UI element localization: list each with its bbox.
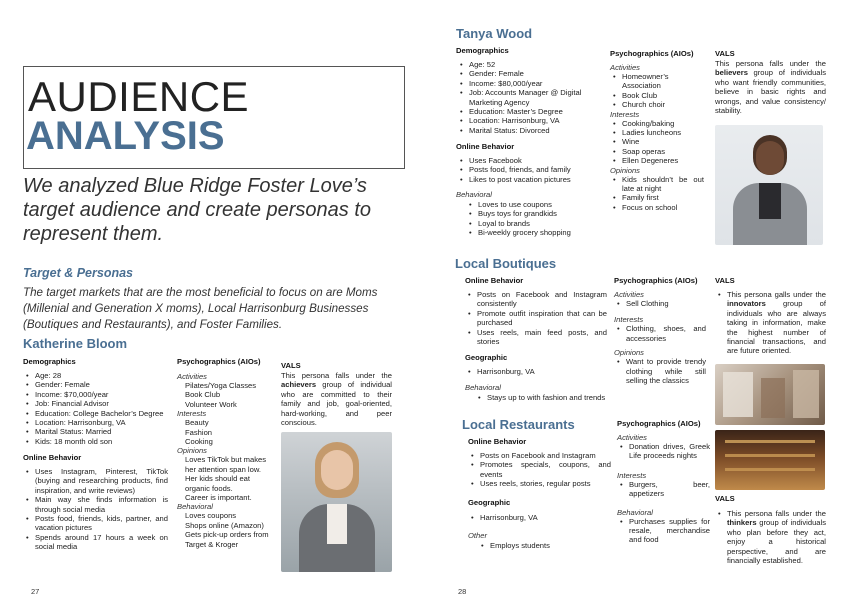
opinions-label: Opinions [610, 165, 640, 175]
tanya-demographics-heading: Demographics [456, 46, 509, 55]
boutiques-psy-column [614, 290, 706, 385]
title-analysis: ANALYSIS [26, 114, 225, 158]
list-item: • Kids: 18 month old son [23, 437, 173, 446]
tanya-online-list [457, 156, 602, 184]
interests-label: Interests [177, 409, 207, 419]
list-item: • Focus on school [610, 203, 704, 212]
target-text: The target markets that are the most beneficial to focus on are Moms (Millenial and Generation X moms), Local Harrisonburg Businesses (Boutiques and Restaurants), and Foster Families. [23, 286, 378, 331]
tanya-vals-text: This persona falls under the believers group of individuals who want friendly communities, believe in basic rights and wrongs, and value consistency/ stability. [715, 59, 826, 116]
list-item: • Uses reels, stories, regular posts [468, 479, 611, 488]
restaurant-photo [715, 430, 825, 490]
boutique-photo [715, 364, 825, 425]
katherine-photo [281, 432, 392, 572]
list-item: • Promote outfit inspiration that can be purchased [465, 309, 607, 328]
list-item: • Loyal to brands [466, 219, 606, 228]
restaurants-other-list [478, 541, 618, 550]
section-local-restaurants: Local Restaurants [462, 417, 575, 432]
page-number-left: 27 [31, 587, 40, 596]
list-item: • Church choir [610, 100, 704, 109]
list-item: • Buys toys for grandkids [466, 209, 606, 218]
list-item: • Book Club [610, 91, 704, 100]
list-item: • Sell Clothing [614, 299, 706, 308]
list-item: • Posts food, friends, kids, partner, and vacation pictures [23, 514, 168, 533]
list-item: • Gender: Female [457, 69, 602, 78]
list-item: • Donation drives, Greek Life proceeds nights [617, 442, 710, 461]
restaurants-online-list [468, 451, 611, 489]
list-item: • Clothing, shoes, and accessories [614, 324, 706, 343]
persona-name-katherine: Katherine Bloom [23, 336, 128, 351]
tanya-psy-heading: Psychographics (AIOs) [610, 49, 694, 58]
list-item: Fashion [185, 427, 213, 437]
list-item: • Uses reels, main feed posts, and stories [465, 328, 607, 347]
activities-label: Activities [177, 372, 207, 381]
list-item: • This persona galls under the innovators group of individuals who are always taking in information, make the highest number of financial transactions, and are future oriented. [715, 290, 826, 356]
list-item: Career is important. [185, 493, 252, 503]
boutiques-online-list [465, 290, 607, 346]
section-local-boutiques: Local Boutiques [455, 256, 557, 271]
list-item: • Posts on Facebook and Instagram consistently [465, 290, 607, 309]
boutiques-geo-heading: Geographic [465, 353, 508, 362]
opinions-label: Opinions [177, 446, 207, 456]
intro-text: We analyzed Blue Ridge Foster Love’s target audience and create personas to represent them. [23, 175, 372, 245]
behavioral-label: Behavioral [617, 507, 653, 517]
tanya-vals-heading: VALS [715, 49, 735, 58]
katherine-online-list [23, 467, 168, 552]
target-heading: Target & Personas [23, 266, 133, 280]
list-item: • Ellen Degeneres [610, 156, 704, 165]
list-item: • Education: College Bachelor’s Degree [23, 409, 173, 418]
list-item: • Job: Financial Advisor [23, 399, 173, 408]
list-item: • Harrisonburg, VA [465, 367, 605, 376]
list-item: • Loves to use coupons [466, 200, 606, 209]
list-item: • Want to provide trendy clothing while still selling the classics [614, 357, 706, 385]
list-item: Book Club [185, 390, 221, 400]
restaurants-other-label: Other [468, 531, 487, 540]
boutiques-vals-heading: VALS [715, 276, 735, 285]
persona-name-tanya: Tanya Wood [456, 26, 533, 41]
restaurants-geo-heading: Geographic [468, 498, 511, 507]
restaurants-psy-column [617, 433, 710, 545]
boutiques-geo-list [465, 367, 605, 376]
list-item: • Purchases supplies for resale, merchandise and food [617, 517, 710, 545]
tanya-psy-column [610, 63, 704, 212]
page-number-right: 28 [458, 587, 467, 596]
list-item: • Location: Harrisonburg, VA [457, 116, 602, 125]
restaurants-online-heading: Online Behavior [468, 437, 527, 446]
interests-label: Interests [617, 470, 647, 480]
restaurants-psy-heading: Psychographics (AIOs) [617, 419, 701, 428]
list-item: Gets pick-up orders from Target & Kroger [185, 530, 269, 549]
boutiques-online-heading: Online Behavior [465, 276, 524, 285]
list-item: • Marital Status: Married [23, 427, 173, 436]
list-item: Beauty [185, 418, 209, 428]
list-item: • Income: $80,000/year [457, 79, 602, 88]
list-item: • Family first [610, 193, 704, 202]
list-item: • Harrisonburg, VA [468, 513, 608, 522]
list-item: • Wine [610, 137, 704, 146]
list-item: • Location: Harrisonburg, VA [23, 418, 173, 427]
tanya-demographics-list [457, 60, 602, 135]
title-audience: AUDIENCE [28, 73, 250, 120]
restaurants-vals-heading: VALS [715, 494, 735, 503]
list-item: • Burgers, beer, appetizers [617, 480, 710, 499]
list-item: • Gender: Female [23, 380, 173, 389]
katherine-psy-column [177, 372, 272, 549]
list-item: • Age: 28 [23, 371, 173, 380]
behavioral-label: Behavioral [177, 502, 213, 512]
katherine-vals-text: This persona falls under the achievers group of individual who are committed to their family and job, goal-oriented, hard-working, and peer conscious. [281, 371, 392, 428]
restaurants-vals-list [715, 509, 826, 565]
list-item: Cooking [185, 437, 213, 447]
interests-label: Interests [610, 109, 640, 119]
list-item: • Promotes specials, coupons, and events [468, 460, 611, 479]
activities-label: Activities [614, 290, 644, 299]
list-item: • Cooking/baking [610, 119, 704, 128]
list-item: • Education: Master’s Degree [457, 107, 602, 116]
list-item: • Posts on Facebook and Instagram [468, 451, 611, 460]
list-item: • Kids shouldn’t be out late at night [610, 175, 704, 194]
list-item: • Posts food, friends, and family [457, 165, 602, 174]
katherine-psy-heading: Psychographics (AIOs) [177, 357, 261, 366]
list-item: Her kids should eat organic foods. [185, 474, 251, 493]
list-item: Pilates/Yoga Classes [185, 381, 257, 390]
list-item: • Uses Instagram, Pinterest, TikTok (buying and researching products, find inspiration, and write reviews) [23, 467, 168, 495]
boutiques-vals-list [715, 290, 826, 356]
list-item: • Ladies luncheons [610, 128, 704, 137]
boutiques-behavioral-list [475, 393, 615, 402]
katherine-demographics-heading: Demographics [23, 357, 76, 366]
list-item: • This persona falls under the thinkers group of individuals who plan before they act, enjoy a historical perspective, and are financially established. [715, 509, 826, 565]
list-item: • Employs students [478, 541, 618, 550]
tanya-online-heading: Online Behavior [456, 142, 515, 151]
restaurants-geo-list [468, 513, 608, 522]
interests-label: Interests [614, 315, 644, 325]
opinions-label: Opinions [614, 348, 644, 358]
list-item: Volunteer Work [185, 399, 237, 409]
katherine-vals-heading: VALS [281, 361, 301, 370]
tanya-behavioral-label: Behavioral [456, 190, 492, 199]
list-item: • Age: 52 [457, 60, 602, 69]
katherine-online-heading: Online Behavior [23, 453, 82, 462]
list-item: Shops online (Amazon) [185, 520, 264, 530]
boutiques-psy-heading: Psychographics (AIOs) [614, 276, 698, 285]
list-item: • Bi-weekly grocery shopping [466, 228, 606, 237]
boutiques-behavioral-label: Behavioral [465, 383, 501, 392]
list-item: • Marital Status: Divorced [457, 126, 602, 135]
list-item: • Soap operas [610, 147, 704, 156]
list-item: • Job: Accounts Manager @ Digital Marketing Agency [457, 88, 602, 107]
list-item: • Likes to post vacation pictures [457, 175, 602, 184]
tanya-photo [715, 125, 823, 245]
list-item: • Spends around 17 hours a week on social media [23, 533, 168, 552]
list-item: • Main way she finds information is through social media [23, 495, 168, 514]
list-item: • Uses Facebook [457, 156, 602, 165]
activities-label: Activities [610, 63, 640, 72]
list-item: Loves coupons [185, 511, 237, 521]
list-item: Loves TikTok but makes her attention span low. [185, 455, 267, 474]
list-item: • Stays up to with fashion and trends [475, 393, 615, 402]
list-item: • Homeowner’s Association [610, 72, 704, 91]
list-item: • Income: $70,000/year [23, 390, 173, 399]
activities-label: Activities [617, 433, 647, 442]
katherine-demographics-list [23, 371, 173, 446]
tanya-behavioral-list [466, 200, 606, 238]
